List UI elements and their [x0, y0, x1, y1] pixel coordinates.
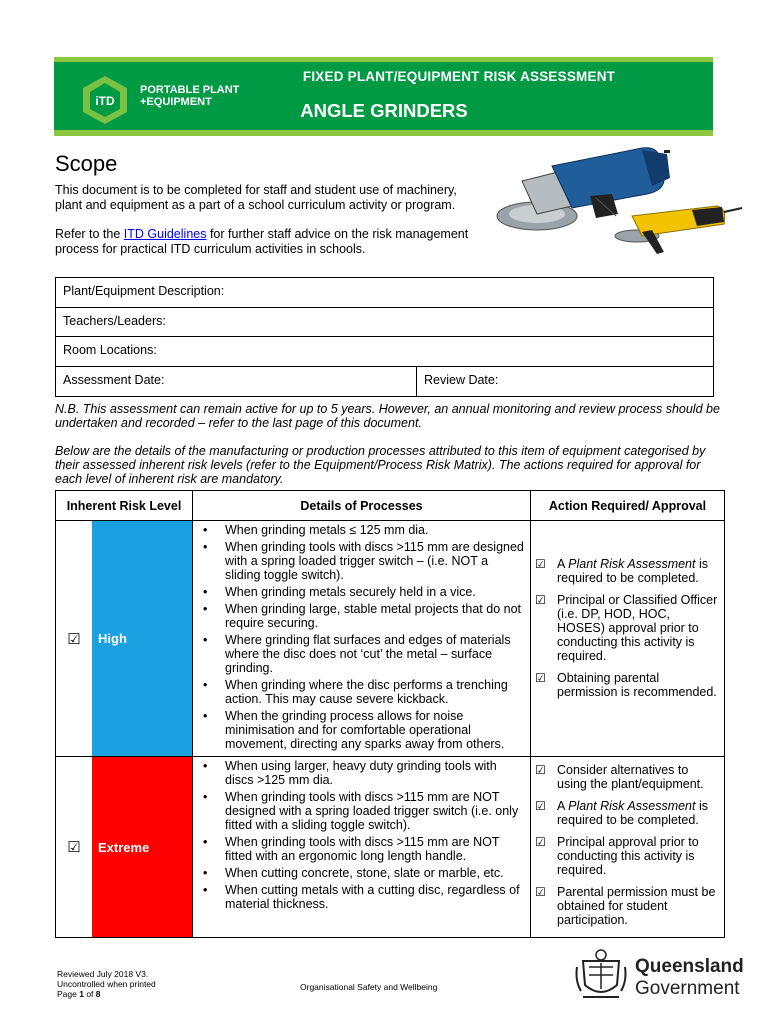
assessment-date-label[interactable]: Assessment Date:	[56, 367, 417, 397]
header-subtitle: ANGLE GRINDERS	[300, 100, 468, 121]
footer-reviewed: Reviewed July 2018 V3.	[57, 969, 149, 979]
nb-note: N.B. This assessment can remain active for up to 5 years. However, an annual monitoring and review process should be undertaken and recorded – refer to the last page of this document.	[55, 402, 720, 430]
action-item	[535, 593, 720, 663]
action-required-cell	[531, 757, 724, 937]
rooms-row	[56, 337, 713, 367]
process-item: • When grinding tools with discs >115 mm are designed with a spring loaded trigger switch – (i.e. NOT a sliding toggle switch).	[203, 540, 524, 582]
queensland-government-logo	[573, 947, 753, 1003]
action-checkbox[interactable]: ☑	[535, 557, 546, 571]
para2-suffix: for further staff advice on the risk management process for practical ITD curriculum activities in schools.	[55, 227, 469, 256]
process-item: • When using larger, heavy duty grinding tools with discs >125 mm dia.	[203, 759, 524, 787]
scope-paragraph-2	[55, 227, 485, 256]
action-text	[557, 835, 720, 877]
footer-center-text: Organisational Safety and Wellbeing	[300, 982, 438, 992]
action-item	[535, 557, 720, 585]
brand-line-1: PORTABLE PLANT	[140, 84, 240, 96]
risk-row-high	[56, 521, 724, 757]
action-checkbox[interactable]: ☑	[535, 763, 546, 777]
process-intro-note: Below are the details of the manufacturing or production processes attributed to this item of equipment categorised by their assessed inherent risk levels (refer to the Equipment/Process Risk Matrix). The actions required for approval for each level of inherent risk are mandatory.	[55, 444, 706, 486]
risk-table-header	[56, 491, 724, 521]
action-required-cell	[531, 521, 724, 756]
description-label[interactable]: Plant/Equipment Description:	[63, 284, 225, 298]
process-item: • When cutting concrete, stone, slate or marble, etc.	[203, 866, 524, 880]
action-text-part: A	[557, 557, 569, 571]
action-text	[557, 557, 720, 585]
page-total: 8	[95, 989, 101, 999]
page-of: of	[83, 989, 96, 999]
action-text-emphasis: Plant Risk Assessment	[568, 557, 696, 571]
risk-checkbox[interactable]: ☑	[67, 839, 81, 856]
header-action: Action Required/ Approval	[548, 498, 707, 513]
action-text-part: Consider alternatives to using the plant/equipment.	[557, 763, 704, 791]
itd-logo-icon	[82, 75, 128, 125]
teachers-row	[56, 308, 713, 338]
process-item: • When grinding metals securely held in a vice.	[203, 585, 524, 599]
rooms-label[interactable]: Room Locations:	[63, 343, 157, 357]
footer-uncontrolled: Uncontrolled when printed	[57, 979, 156, 989]
risk-table	[55, 490, 725, 938]
action-text	[557, 671, 720, 699]
description-row	[56, 278, 713, 308]
coat-of-arms-icon	[573, 947, 629, 1003]
footer-version-info	[57, 969, 156, 999]
footer-page	[57, 989, 156, 999]
para2-prefix: Refer to the	[55, 227, 124, 241]
risk-level-cell	[56, 521, 193, 756]
action-text	[557, 885, 720, 927]
logo-text: iTD	[95, 94, 115, 108]
risk-level-label: Extreme	[92, 757, 192, 937]
action-text-part: Parental permission must be obtained for student participation.	[557, 885, 716, 927]
action-text-part: is required to be completed.	[557, 799, 708, 827]
action-item	[535, 799, 720, 827]
document-header	[54, 62, 713, 130]
action-checkbox[interactable]: ☑	[535, 799, 546, 813]
risk-checkbox[interactable]: ☑	[67, 630, 81, 648]
process-item: • Where grinding flat surfaces and edges of materials where the disc does not ‘cut’ the metal – surface grinding.	[203, 633, 524, 675]
brand-line-2: +EQUIPMENT	[140, 96, 212, 108]
action-checkbox[interactable]: ☑	[535, 671, 546, 685]
action-text-part: Obtaining parental permission is recommended.	[557, 671, 717, 699]
action-item	[535, 671, 720, 699]
teachers-label[interactable]: Teachers/Leaders:	[63, 313, 166, 328]
action-text	[557, 593, 720, 663]
action-item	[535, 763, 720, 791]
risk-level-cell	[56, 757, 193, 937]
action-text-emphasis: Plant Risk Assessment	[568, 799, 696, 813]
scope-paragraph-1: This document is to be completed for staff and student use of machinery, plant and equipment as a part of a school curriculum activity or program.	[55, 183, 457, 212]
review-date-label[interactable]: Review Date:	[424, 372, 499, 387]
action-text-part: is required to be completed.	[557, 557, 708, 585]
header-details: Details of Processes	[193, 491, 531, 520]
risk-level-label: High	[92, 521, 192, 756]
action-checkbox[interactable]: ☑	[535, 885, 546, 899]
page-number: 1	[79, 989, 84, 999]
action-item	[535, 835, 720, 877]
equipment-info-table	[55, 277, 714, 397]
action-item	[535, 885, 720, 927]
process-item: • When cutting metals with a cutting disc, regardless of material thickness.	[203, 883, 524, 911]
itd-guidelines-link[interactable]: ITD Guidelines	[123, 227, 207, 241]
scope-heading: Scope	[55, 151, 118, 176]
action-text	[557, 763, 720, 791]
gov-line-2: Government	[635, 978, 740, 999]
risk-row-extreme	[56, 757, 724, 937]
action-text-part: Principal approval prior to conducting this activity is required.	[557, 835, 699, 877]
process-item: • When the grinding process allows for noise minimisation and for comfortable operational movement, directing any sparks away from others.	[203, 709, 524, 751]
action-text-part: Principal or Classified Officer (i.e. DP, HOD, HOC, HOSES) approval prior to conducting this activity is required.	[557, 593, 718, 663]
action-checkbox[interactable]: ☑	[535, 835, 546, 849]
page-prefix: Page	[57, 989, 80, 999]
process-item: • When grinding tools with discs >115 mm are NOT fitted with an ergonomic long length handle.	[203, 835, 524, 863]
header-risk-level: Inherent Risk Level	[56, 491, 193, 520]
process-item: • When grinding where the disc performs a trenching action. This may cause severe kickback.	[203, 678, 524, 706]
action-checkbox[interactable]: ☑	[535, 593, 546, 607]
process-item: • When grinding large, stable metal projects that do not require securing.	[203, 602, 524, 630]
dates-row	[56, 367, 713, 397]
header-title: FIXED PLANT/EQUIPMENT RISK ASSESSMENT	[302, 69, 616, 84]
action-text-part: A	[557, 799, 569, 813]
gov-line-1: Queensland	[635, 956, 744, 977]
process-details-cell	[193, 521, 531, 756]
angle-grinder-image	[492, 136, 752, 266]
action-text	[557, 799, 720, 827]
process-details-cell	[193, 757, 531, 937]
process-item: • When grinding metals ≤ 125 mm dia.	[203, 523, 524, 537]
risk-table-body	[56, 521, 724, 937]
process-item: • When grinding tools with discs >115 mm are NOT designed with a spring loaded trigger switch (i.e. only fitted with a sliding toggle switch).	[203, 790, 524, 832]
